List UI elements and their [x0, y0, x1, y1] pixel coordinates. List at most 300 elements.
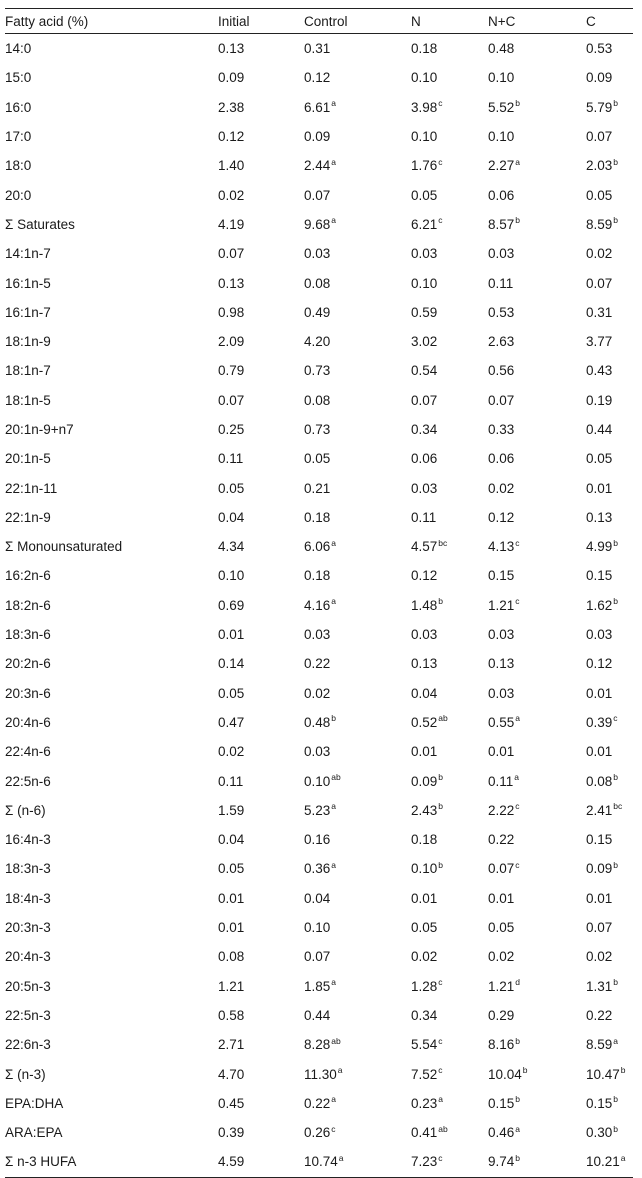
cell-n-plus-c	[488, 1154, 586, 1169]
cell-value: 0.03	[411, 246, 438, 262]
cell-value: 0.11	[488, 275, 514, 291]
cell-n-plus-c	[488, 949, 586, 964]
cell-value: 0.10	[304, 773, 331, 789]
significance-superscript: a	[331, 537, 337, 548]
cell-value: 6.21	[411, 216, 438, 232]
table-row	[5, 268, 633, 297]
cell-value: 0.02	[411, 949, 438, 965]
cell-control	[304, 1125, 411, 1140]
cell-value: 0.06	[411, 451, 438, 467]
cell-control	[304, 803, 411, 818]
cell-initial	[218, 1125, 304, 1140]
cell-value: 0.22	[586, 1007, 613, 1023]
cell-value: 0.13	[218, 275, 245, 291]
cell-value: 0.05	[411, 187, 438, 203]
significance-superscript: a	[331, 977, 337, 988]
cell-control	[304, 1008, 411, 1023]
cell-initial	[218, 598, 304, 613]
cell-value: 0.53	[586, 41, 613, 57]
cell-value: 0.05	[488, 920, 515, 936]
cell-value: 0.07	[488, 392, 515, 408]
cell-c	[586, 1008, 633, 1023]
significance-superscript: bc	[438, 537, 448, 548]
cell-value: 0.15	[586, 568, 613, 584]
cell-value: 0.59	[411, 304, 438, 320]
cell-initial	[218, 510, 304, 525]
cell-n-plus-c	[488, 1067, 586, 1082]
significance-superscript: a	[331, 156, 337, 167]
table-row	[5, 415, 633, 444]
cell-initial	[218, 1008, 304, 1023]
row-label: 20:0	[5, 187, 32, 203]
cell-value: 0.06	[488, 451, 515, 467]
cell-initial	[218, 1067, 304, 1082]
table-row	[5, 122, 633, 151]
significance-superscript: c	[438, 156, 443, 167]
significance-superscript: ab	[331, 1035, 341, 1046]
cell-value: 0.45	[218, 1095, 245, 1111]
table-row	[5, 737, 633, 766]
cell-value: 0.25	[218, 422, 245, 437]
cell-control	[304, 188, 411, 203]
cell-value: 0.07	[488, 861, 515, 877]
cell-initial	[218, 803, 304, 818]
cell-value: 0.10	[218, 568, 245, 584]
cell-c	[586, 598, 633, 613]
cell-n-plus-c	[488, 276, 586, 291]
cell-n	[411, 41, 488, 56]
cell-control	[304, 217, 411, 232]
cell-value: 9.74	[488, 1154, 515, 1170]
row-label: 14:0	[5, 41, 32, 57]
table-row	[5, 63, 633, 92]
cell-value: 0.73	[304, 422, 331, 437]
significance-superscript: b	[438, 596, 444, 607]
cell-initial	[218, 393, 304, 408]
cell-n-plus-c	[488, 1125, 586, 1140]
cell-value: 10.04	[488, 1066, 522, 1082]
cell-value: 0.10	[411, 275, 438, 291]
cell-value: 0.22	[304, 656, 331, 672]
significance-superscript: a	[515, 1123, 521, 1134]
cell-value: 0.01	[586, 744, 613, 760]
cell-n	[411, 246, 488, 261]
cell-control	[304, 1037, 411, 1052]
cell-initial	[218, 715, 304, 730]
table-row	[5, 649, 633, 678]
cell-initial	[218, 305, 304, 320]
significance-superscript: b	[613, 98, 619, 109]
cell-initial	[218, 334, 304, 349]
cell-value: 4.34	[218, 539, 245, 555]
cell-n-plus-c	[488, 627, 586, 642]
cell-value: 2.43	[411, 802, 438, 818]
cell-value: 0.02	[218, 744, 245, 760]
significance-superscript: a	[438, 1094, 444, 1105]
cell-value: 0.04	[411, 685, 438, 701]
cell-n-plus-c	[488, 598, 586, 613]
cell-value: 9.68	[304, 216, 331, 232]
cell-value: 0.07	[586, 129, 613, 145]
cell-control	[304, 276, 411, 291]
cell-value: 0.10	[488, 129, 515, 145]
cell-value: 0.05	[586, 451, 613, 467]
cell-value: 0.02	[488, 480, 515, 496]
cell-value: 0.12	[586, 656, 613, 672]
significance-superscript: b	[515, 98, 521, 109]
cell-control	[304, 158, 411, 173]
cell-initial	[218, 774, 304, 789]
cell-n	[411, 539, 488, 554]
cell-control	[304, 832, 411, 847]
cell-n	[411, 188, 488, 203]
cell-value: 11.30	[304, 1066, 337, 1082]
cell-initial	[218, 920, 304, 935]
cell-value: 0.09	[411, 773, 438, 789]
cell-value: 0.53	[488, 304, 515, 320]
table-row	[5, 591, 633, 620]
cell-c	[586, 129, 633, 144]
cell-value: 0.06	[488, 187, 515, 203]
header-control: Control	[304, 14, 348, 29]
table-row	[5, 1118, 633, 1147]
cell-value: 0.07	[218, 392, 245, 408]
cell-n-plus-c	[488, 246, 586, 261]
cell-n-plus-c	[488, 832, 586, 847]
cell-n-plus-c	[488, 744, 586, 759]
cell-n	[411, 305, 488, 320]
cell-control	[304, 1067, 411, 1082]
significance-superscript: a	[331, 596, 337, 607]
cell-value: 0.01	[411, 890, 438, 906]
cell-control	[304, 774, 411, 789]
table-row	[5, 444, 633, 473]
cell-n-plus-c	[488, 363, 586, 378]
cell-value: 0.39	[218, 1125, 245, 1141]
cell-control	[304, 481, 411, 496]
cell-initial	[218, 422, 304, 437]
cell-value: 0.03	[304, 744, 331, 760]
cell-value: 2.03	[586, 158, 613, 174]
cell-n	[411, 832, 488, 847]
cell-control	[304, 510, 411, 525]
cell-control	[304, 979, 411, 994]
cell-c	[586, 393, 633, 408]
table-row	[5, 239, 633, 268]
significance-superscript: b	[613, 859, 619, 870]
cell-n	[411, 774, 488, 789]
significance-superscript: a	[331, 859, 337, 870]
cell-value: 0.43	[586, 363, 613, 379]
cell-n-plus-c	[488, 774, 586, 789]
cell-value: 0.03	[488, 627, 515, 643]
row-label: 17:0	[5, 129, 32, 145]
cell-control	[304, 715, 411, 730]
cell-c	[586, 510, 633, 525]
significance-superscript: b	[331, 713, 337, 724]
cell-c	[586, 949, 633, 964]
row-label: Σ (n-6)	[5, 802, 46, 818]
significance-superscript: c	[438, 977, 443, 988]
cell-value: 0.02	[218, 187, 245, 203]
cell-value: 0.15	[488, 1095, 515, 1111]
cell-value: 0.48	[304, 714, 331, 730]
cell-c	[586, 861, 633, 876]
cell-c	[586, 1125, 633, 1140]
cell-value: 0.29	[488, 1007, 515, 1023]
cell-value: 0.01	[586, 480, 613, 496]
cell-initial	[218, 979, 304, 994]
cell-value: 0.05	[411, 920, 438, 936]
cell-c	[586, 217, 633, 232]
cell-value: 0.07	[218, 246, 245, 262]
cell-value: 0.54	[411, 363, 438, 379]
cell-initial	[218, 188, 304, 203]
cell-value: 1.76	[411, 158, 438, 174]
cell-value: 0.09	[218, 70, 245, 86]
significance-superscript: a	[514, 772, 520, 783]
cell-control	[304, 539, 411, 554]
cell-initial	[218, 158, 304, 173]
significance-superscript: a	[515, 713, 521, 724]
cell-value: 1.62	[586, 597, 613, 613]
cell-n	[411, 949, 488, 964]
cell-initial	[218, 100, 304, 115]
significance-superscript: c	[438, 1152, 443, 1163]
cell-c	[586, 422, 633, 437]
header-n: N	[411, 14, 421, 29]
cell-control	[304, 1096, 411, 1111]
cell-value: 4.19	[218, 216, 245, 232]
cell-n	[411, 803, 488, 818]
cell-value: 0.07	[411, 392, 438, 408]
cell-n-plus-c	[488, 305, 586, 320]
cell-c	[586, 451, 633, 466]
cell-value: 0.58	[218, 1007, 245, 1023]
cell-value: 1.28	[411, 978, 438, 994]
cell-value: 0.14	[218, 656, 245, 672]
table-row	[5, 972, 633, 1001]
cell-value: 0.01	[218, 920, 245, 936]
cell-n	[411, 656, 488, 671]
cell-value: 0.11	[411, 509, 437, 525]
significance-superscript: b	[438, 859, 444, 870]
cell-value: 0.47	[218, 714, 245, 730]
cell-value: 0.01	[218, 627, 245, 643]
cell-value: 1.40	[218, 158, 245, 174]
table-row	[5, 942, 633, 971]
row-label: 20:1n-5	[5, 451, 51, 467]
cell-value: 8.57	[488, 216, 515, 232]
cell-c	[586, 334, 633, 349]
cell-value: 0.30	[586, 1125, 613, 1141]
cell-value: 0.10	[411, 861, 438, 877]
significance-superscript: ab	[438, 1123, 448, 1134]
row-label: 16:1n-5	[5, 275, 51, 291]
significance-superscript: b	[522, 1065, 528, 1076]
table-row	[5, 913, 633, 942]
cell-n	[411, 744, 488, 759]
cell-c	[586, 305, 633, 320]
cell-n	[411, 1154, 488, 1169]
cell-value: 0.15	[586, 1095, 613, 1111]
cell-n	[411, 393, 488, 408]
cell-value: 0.34	[411, 1007, 438, 1023]
significance-superscript: c	[515, 537, 520, 548]
significance-superscript: c	[515, 859, 520, 870]
cell-value: 2.09	[218, 334, 245, 350]
significance-superscript: b	[515, 215, 521, 226]
cell-value: 0.18	[411, 832, 438, 848]
cell-n-plus-c	[488, 188, 586, 203]
cell-value: 0.79	[218, 363, 245, 379]
row-label: 18:1n-7	[5, 363, 51, 379]
row-label: 18:3n-3	[5, 861, 51, 877]
cell-value: 0.15	[488, 568, 515, 584]
cell-n-plus-c	[488, 481, 586, 496]
cell-value: 4.16	[304, 597, 331, 613]
cell-value: 0.05	[304, 451, 331, 467]
cell-n	[411, 363, 488, 378]
cell-value: 5.23	[304, 802, 331, 818]
cell-n-plus-c	[488, 568, 586, 583]
significance-superscript: b	[438, 801, 444, 812]
cell-value: 0.22	[488, 832, 515, 848]
row-label: EPA:DHA	[5, 1095, 64, 1111]
cell-n	[411, 129, 488, 144]
significance-superscript: b	[613, 977, 619, 988]
cell-value: 0.03	[411, 627, 438, 643]
cell-value: 0.08	[586, 773, 613, 789]
row-label: 14:1n-7	[5, 246, 51, 262]
cell-value: 0.13	[218, 41, 245, 57]
cell-value: 5.54	[411, 1037, 438, 1053]
cell-n-plus-c	[488, 334, 586, 349]
row-label: 15:0	[5, 70, 32, 86]
cell-n-plus-c	[488, 686, 586, 701]
cell-value: 0.56	[488, 363, 515, 379]
significance-superscript: b	[613, 596, 619, 607]
table-row	[5, 93, 633, 122]
cell-n-plus-c	[488, 861, 586, 876]
row-label: 16:4n-3	[5, 832, 51, 848]
cell-n-plus-c	[488, 539, 586, 554]
cell-value: 0.31	[586, 304, 613, 320]
significance-superscript: a	[331, 98, 337, 109]
cell-control	[304, 363, 411, 378]
cell-initial	[218, 744, 304, 759]
cell-value: 4.20	[304, 334, 331, 350]
table-row	[5, 503, 633, 532]
cell-c	[586, 188, 633, 203]
cell-n	[411, 1067, 488, 1082]
cell-value: 0.46	[488, 1125, 515, 1141]
cell-value: 0.05	[218, 480, 245, 496]
cell-n	[411, 217, 488, 232]
cell-initial	[218, 568, 304, 583]
cell-value: 6.61	[304, 99, 331, 115]
cell-initial	[218, 627, 304, 642]
cell-initial	[218, 832, 304, 847]
cell-value: 0.10	[411, 70, 438, 86]
cell-value: 0.01	[586, 890, 613, 906]
cell-initial	[218, 276, 304, 291]
cell-c	[586, 1037, 633, 1052]
cell-value: 2.63	[488, 334, 515, 350]
cell-value: 0.11	[218, 773, 244, 789]
cell-n	[411, 598, 488, 613]
table-row	[5, 532, 633, 561]
cell-c	[586, 70, 633, 85]
cell-value: 0.44	[304, 1007, 331, 1023]
cell-control	[304, 393, 411, 408]
cell-control	[304, 422, 411, 437]
row-label: Σ Saturates	[5, 216, 75, 232]
cell-n	[411, 1096, 488, 1111]
table-row	[5, 1147, 633, 1177]
cell-value: 0.12	[488, 509, 515, 525]
row-label: 20:3n-6	[5, 685, 51, 701]
row-label: 18:1n-9	[5, 334, 51, 350]
cell-value: 0.07	[586, 920, 613, 936]
cell-value: 4.57	[411, 539, 438, 555]
cell-value: 0.69	[218, 597, 245, 613]
cell-control	[304, 100, 411, 115]
cell-initial	[218, 1037, 304, 1052]
cell-value: 7.52	[411, 1066, 438, 1082]
cell-n	[411, 627, 488, 642]
cell-value: 0.01	[488, 744, 515, 760]
cell-n	[411, 1125, 488, 1140]
row-label: 22:5n-3	[5, 1007, 51, 1023]
cell-value: 0.05	[218, 861, 245, 877]
cell-c	[586, 774, 633, 789]
row-label: 20:1n-9+n7	[5, 422, 74, 437]
row-label: 20:5n-3	[5, 978, 51, 994]
cell-value: 0.10	[411, 129, 438, 145]
table-row	[5, 298, 633, 327]
cell-value: 2.27	[488, 158, 515, 174]
cell-n	[411, 979, 488, 994]
table-row	[5, 766, 633, 795]
significance-superscript: ab	[331, 772, 341, 783]
cell-value: 0.09	[304, 129, 331, 145]
cell-initial	[218, 1154, 304, 1169]
cell-value: 0.41	[411, 1125, 438, 1141]
cell-n-plus-c	[488, 510, 586, 525]
cell-c	[586, 920, 633, 935]
row-label: 22:1n-11	[5, 480, 58, 496]
cell-control	[304, 627, 411, 642]
significance-superscript: c	[438, 98, 443, 109]
significance-superscript: b	[613, 537, 619, 548]
cell-n	[411, 510, 488, 525]
cell-n	[411, 158, 488, 173]
table-row	[5, 825, 633, 854]
cell-c	[586, 481, 633, 496]
cell-c	[586, 539, 633, 554]
cell-value: 0.03	[411, 480, 438, 496]
cell-value: 1.21	[488, 597, 515, 613]
cell-value: 1.21	[488, 978, 515, 994]
cell-n	[411, 891, 488, 906]
cell-value: 10.74	[304, 1154, 338, 1170]
significance-superscript: b	[613, 1094, 619, 1105]
cell-control	[304, 656, 411, 671]
table-row	[5, 1030, 633, 1059]
cell-value: 0.02	[586, 949, 613, 965]
cell-control	[304, 451, 411, 466]
